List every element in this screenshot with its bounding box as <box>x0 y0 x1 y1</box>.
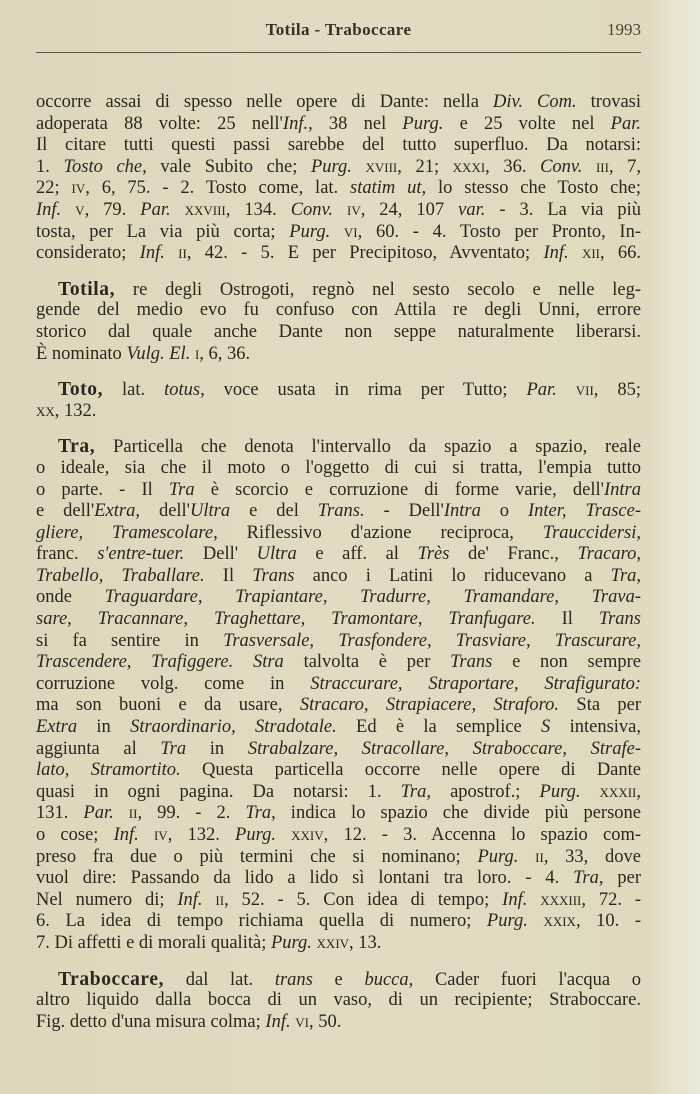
italic-run: Div. Com. <box>493 92 577 112</box>
italic-run: Strabalzare, Stracollare, Straboccare, Strafe- <box>247 738 642 759</box>
roman-numeral: xxxiii <box>540 889 582 910</box>
italic-run: Tra, <box>400 781 431 802</box>
text-line <box>36 544 641 566</box>
text-run: 7. Di affetti e di morali qualità; <box>36 932 271 953</box>
italic-run: lato, Stramortito. <box>36 760 181 781</box>
text-run <box>352 157 366 177</box>
text-run: e 25 volte nel <box>443 113 611 134</box>
text-run: intensiva, <box>550 717 641 738</box>
roman-numeral: xxxii <box>599 781 637 802</box>
page-number: 1993 <box>607 20 641 39</box>
text-run: - Dell' <box>364 501 444 522</box>
paragraph-tosto-continued <box>36 92 641 265</box>
italic-run: Trans. <box>317 501 365 522</box>
text-run: trovasi <box>576 92 642 112</box>
text-line <box>36 480 641 502</box>
italic-run: Purg. <box>270 932 312 953</box>
entry-tra <box>36 436 641 954</box>
text-run: o ideale, sia che il moto o l'oggetto di cui si tratta, l'empia tutto <box>36 457 641 478</box>
entry-totila <box>36 279 641 365</box>
italic-run: var. <box>458 199 486 220</box>
italic-run: Tra, <box>245 803 276 824</box>
text-run <box>528 911 544 931</box>
text-run: , 72. - <box>581 889 641 910</box>
text-line <box>36 92 641 114</box>
text-line <box>36 523 641 545</box>
text-run: occorre assai di spesso nelle opere di Dante: nella <box>36 92 494 112</box>
text-line <box>36 401 641 423</box>
roman-numeral: ii <box>178 243 187 264</box>
text-run: , 99. - 2. <box>137 803 246 824</box>
italic-run: Par. <box>526 380 557 401</box>
text-line <box>36 847 641 869</box>
text-run: voce usata in rima per Tutto; <box>204 380 527 401</box>
italic-run: Inf. <box>113 825 139 845</box>
text-run: franc. <box>36 544 98 565</box>
text-run: ma son buoni e da usare, <box>36 695 300 716</box>
roman-numeral: v <box>75 199 85 220</box>
text-run: corruzione volg. come in <box>36 673 311 694</box>
roman-numeral: vi <box>295 1011 309 1032</box>
headword: Traboccare, <box>58 968 165 990</box>
text-run: e dell' <box>36 501 95 522</box>
text-run: , 7, <box>608 156 642 177</box>
italic-run: Très <box>417 544 450 565</box>
text-line <box>36 868 641 890</box>
italic-run: Tra <box>168 479 195 500</box>
roman-numeral: iv <box>346 199 361 220</box>
text-run: storico dal quale anche Dante non seppe naturalmente liberarsi. <box>36 321 641 342</box>
text-line <box>36 135 641 157</box>
body-text <box>36 92 641 1047</box>
italic-run: gliere, Tramescolare, <box>36 522 218 543</box>
text-run: Cader fuori l'acqua o <box>413 969 641 990</box>
text-line <box>36 652 641 674</box>
italic-run: Trauccidersi, <box>542 522 641 543</box>
text-run <box>61 200 75 220</box>
roman-numeral: vi <box>343 221 358 242</box>
italic-run: Par. <box>83 803 114 824</box>
text-run: apostrof.; <box>431 781 540 802</box>
italic-run: statim ut, <box>350 178 427 199</box>
italic-run: Extra, <box>94 501 140 522</box>
roman-numeral: xxviii <box>184 199 226 220</box>
header-rule <box>36 52 641 53</box>
roman-numeral: xxix <box>543 911 576 932</box>
text-run <box>165 243 178 263</box>
text-run <box>569 243 582 263</box>
text-run: , 42. - 5. E per Precipitoso, Avventato; <box>186 243 544 264</box>
text-run <box>518 847 535 867</box>
italic-run: Tracaro, <box>577 544 642 565</box>
text-run <box>582 157 596 177</box>
italic-run: Par. <box>140 199 171 220</box>
italic-run: Tra <box>160 738 187 759</box>
text-line <box>36 969 641 991</box>
italic-run: Vulg. El. <box>126 343 191 364</box>
text-run <box>527 890 540 910</box>
text-run <box>203 890 216 910</box>
text-line <box>36 609 641 631</box>
text-line <box>36 222 641 244</box>
text-run: si fa sentire in <box>36 630 224 651</box>
italic-run: Tra, <box>573 868 604 889</box>
text-run: aggiunta al <box>36 738 161 759</box>
text-run: considerato; <box>36 243 140 264</box>
text-run: , 36. <box>485 156 541 177</box>
roman-numeral: iv <box>71 178 86 199</box>
text-run: , 6, 75. - 2. Tosto come, lat. <box>85 178 351 199</box>
text-run <box>171 200 185 220</box>
headword: Toto, <box>58 379 104 401</box>
text-run: e non sempre <box>492 652 641 673</box>
text-run: Sta per <box>559 695 642 716</box>
text-run: , 6, 36. <box>199 343 251 364</box>
roman-numeral: i <box>194 343 200 364</box>
text-run: , 13. <box>349 932 382 953</box>
text-line <box>36 674 641 696</box>
italic-run: Purg. <box>477 846 519 867</box>
italic-run: Trans <box>450 652 493 673</box>
text-line <box>36 739 641 761</box>
text-run: 6. La idea di tempo richiama quella di numero; <box>36 911 487 932</box>
text-run: , 52. - 5. Con idea di tempo; <box>224 889 503 910</box>
text-line <box>36 157 641 179</box>
text-run: talvolta è per <box>283 652 451 673</box>
text-run: lo stesso che Tosto che; <box>426 178 641 199</box>
text-run: È nominato <box>36 343 127 364</box>
text-line <box>36 1012 641 1034</box>
italic-run: Purg. <box>289 221 331 242</box>
italic-run: Trans <box>598 609 641 630</box>
text-run: lat. <box>103 380 165 401</box>
text-line <box>36 344 641 366</box>
text-run: per <box>603 868 641 889</box>
text-run <box>114 803 129 823</box>
text-run: quasi in ogni pagina. Da notarsi: 1. <box>36 781 401 802</box>
text-run: o <box>480 501 528 522</box>
italic-run: Inf. <box>177 889 203 910</box>
text-run: , 132. <box>54 400 97 421</box>
entry-toto <box>36 379 641 422</box>
text-run: , 85; <box>593 380 641 401</box>
text-run: , 33, dove <box>543 846 642 867</box>
text-run: re degli Ostrogoti, regnò nel sesto secolo e nelle leg- <box>115 279 641 300</box>
text-line <box>36 243 641 265</box>
text-line <box>36 458 641 480</box>
text-run: , 21; <box>397 156 453 177</box>
roman-numeral: xxxi <box>452 156 486 177</box>
text-line <box>36 300 641 322</box>
italic-run: Purg. <box>539 781 581 802</box>
italic-run: Straordinario, Stradotale. <box>130 717 337 738</box>
text-run: Riflessivo d'azione reciproca, <box>217 522 543 543</box>
italic-run: sare, Tracannare, Traghettare, Tramontare, Tranfugare. <box>36 609 536 630</box>
text-run: e aff. al <box>296 544 418 565</box>
text-run: e del <box>230 501 318 522</box>
text-line <box>36 436 641 458</box>
text-run: in <box>186 738 248 759</box>
text-run: altro liquido dalla bocca di un vaso, di un recipiente; Straboccare. <box>36 990 641 1011</box>
italic-run: Inf. <box>36 199 62 220</box>
italic-run: Traguardare, Trapiantare, Tradurre, Tramandare, Trava- <box>104 587 641 608</box>
text-run: , 10. - <box>575 911 642 932</box>
text-run: , 12. - 3. Accenna lo spazio com- <box>323 825 641 845</box>
text-run: Questa particella occorre nelle opere di Dante <box>180 760 641 781</box>
text-run: 131. <box>36 803 84 824</box>
text-run: adoperata 88 volte: 25 nell' <box>36 113 283 134</box>
italic-run: Straccurare, Straportare, Strafigurato: <box>310 673 641 694</box>
italic-run: Tosto che, <box>63 156 147 177</box>
italic-run: Intra <box>443 501 481 522</box>
text-line <box>36 825 641 847</box>
italic-run: Inf. <box>543 243 569 264</box>
text-line <box>36 566 641 588</box>
italic-run: Inter, Trasce- <box>528 501 641 522</box>
text-run <box>276 825 291 845</box>
text-run: vale Subito che; <box>146 156 311 177</box>
text-line <box>36 717 641 739</box>
italic-run: Inf. <box>139 243 165 264</box>
text-run <box>580 782 599 802</box>
text-run: preso fra due o più termini che si nominano; <box>36 846 478 867</box>
text-run: , 66. <box>599 243 642 264</box>
italic-run: totus, <box>164 380 205 401</box>
roman-numeral: xii <box>581 243 600 264</box>
text-run: onde <box>36 587 105 608</box>
headword: Tra, <box>58 436 96 458</box>
text-run: e <box>312 969 365 990</box>
text-run: Nel numero di; <box>36 889 178 910</box>
text-line <box>36 114 641 136</box>
text-line <box>36 379 641 401</box>
italic-run: Trasversale, Trasfondere, Trasviare, Trascurare, <box>223 630 641 651</box>
text-line <box>36 782 641 804</box>
text-run: gende del medio evo fu confuso con Attila re degli Unni, errore <box>36 300 641 321</box>
text-line <box>36 178 641 200</box>
text-run: Il <box>204 565 253 586</box>
text-run: tosta, per La via più corta; <box>36 221 290 242</box>
text-run: , 79. <box>84 199 141 220</box>
text-line <box>36 322 641 344</box>
running-title: Totila - Traboccare <box>265 20 412 39</box>
roman-numeral: iii <box>595 156 609 177</box>
italic-run: Inf. <box>282 113 309 134</box>
text-run: Fig. detto d'una misura colma; <box>36 1011 266 1032</box>
italic-run: Purg. <box>402 113 444 134</box>
text-run: dal lat. <box>164 969 275 990</box>
text-line <box>36 803 641 825</box>
italic-run: Inf. <box>502 889 528 910</box>
italic-run: Inf. <box>265 1011 291 1032</box>
text-run <box>139 825 154 845</box>
text-run: , 24, 107 <box>360 199 459 220</box>
italic-run: S <box>541 717 551 738</box>
text-line <box>36 200 641 222</box>
text-run: , 60. - 4. Tosto per Pronto, In- <box>357 221 641 242</box>
text-run: Particella che denota l'intervallo da spazio a spazio, reale <box>95 437 641 458</box>
roman-numeral: ii <box>128 803 138 824</box>
text-line <box>36 501 641 523</box>
text-run: dell' <box>139 501 191 522</box>
italic-run: Trans <box>252 565 295 586</box>
text-run <box>333 200 347 220</box>
text-run: 22; <box>36 178 72 199</box>
roman-numeral: ii <box>535 846 544 867</box>
text-line <box>36 990 641 1012</box>
roman-numeral: xxiv <box>316 932 350 953</box>
italic-run: Ultra <box>190 501 231 522</box>
italic-run: Purg. <box>310 156 352 177</box>
text-run: Il citare tutti questi passi sarebbe del tutto superfluo. Da notarsi: <box>36 135 641 156</box>
text-run: , 134. <box>225 199 291 220</box>
italic-run: Purg. <box>486 911 528 932</box>
entry-traboccare <box>36 969 641 1034</box>
text-run: in <box>77 717 131 738</box>
text-run: - 3. La via più <box>485 199 642 220</box>
text-line <box>36 933 641 955</box>
text-run: , 50. <box>308 1011 342 1032</box>
text-line <box>36 890 641 912</box>
italic-run: Tra, <box>610 565 642 586</box>
italic-run: Extra <box>36 717 78 738</box>
text-run: anco i Latini lo riducevano a <box>294 565 611 586</box>
italic-run: Stracaro, Strapiacere, Straforo. <box>299 695 560 716</box>
italic-run: s'entre-tuer. <box>97 544 185 565</box>
roman-numeral: ii <box>215 889 225 910</box>
headword: Totila, <box>58 278 116 300</box>
italic-run: Conv. <box>290 199 333 220</box>
roman-numeral: xxiv <box>291 825 324 845</box>
italic-run: Purg. <box>235 825 276 845</box>
italic-run: Trabello, Traballare. <box>36 565 205 586</box>
text-run: o parte. - Il <box>36 479 169 500</box>
italic-run: Par. <box>610 113 641 134</box>
text-run: Il <box>535 609 599 630</box>
italic-run: Intra <box>604 479 641 500</box>
text-line <box>36 279 641 301</box>
italic-run: Trascendere, Trafiggere. Stra <box>36 652 284 673</box>
roman-numeral: xx <box>36 400 55 421</box>
text-line <box>36 695 641 717</box>
text-line <box>36 760 641 782</box>
text-run: de' Franc., <box>449 544 578 565</box>
text-line <box>36 587 641 609</box>
italic-run: Ultra <box>256 544 297 565</box>
running-header <box>36 20 641 44</box>
text-run: o cose; <box>36 825 114 845</box>
italic-run: Conv. <box>540 156 583 177</box>
italic-run: trans <box>274 969 313 990</box>
text-run: 1. <box>36 156 64 177</box>
text-run: , 38 nel <box>308 113 403 134</box>
text-run <box>557 380 576 400</box>
text-run: indica lo spazio che divide più persone <box>275 803 641 824</box>
roman-numeral: vii <box>575 380 594 401</box>
text-run: è scorcio e corruzione di forme varie, dell' <box>194 479 604 500</box>
roman-numeral: xviii <box>365 156 398 177</box>
text-run <box>330 222 344 242</box>
text-run: Dell' <box>184 544 257 565</box>
text-run: Ed è la semplice <box>336 717 542 738</box>
text-line <box>36 631 641 653</box>
text-run: , 132. <box>167 825 236 845</box>
text-run: , <box>636 781 641 802</box>
text-run: vuol dire: Passando da lido a lido sì lontani tra loro. - 4. <box>36 868 574 889</box>
roman-numeral: iv <box>153 825 168 845</box>
italic-run: bucca, <box>364 969 414 990</box>
text-line <box>36 911 641 933</box>
